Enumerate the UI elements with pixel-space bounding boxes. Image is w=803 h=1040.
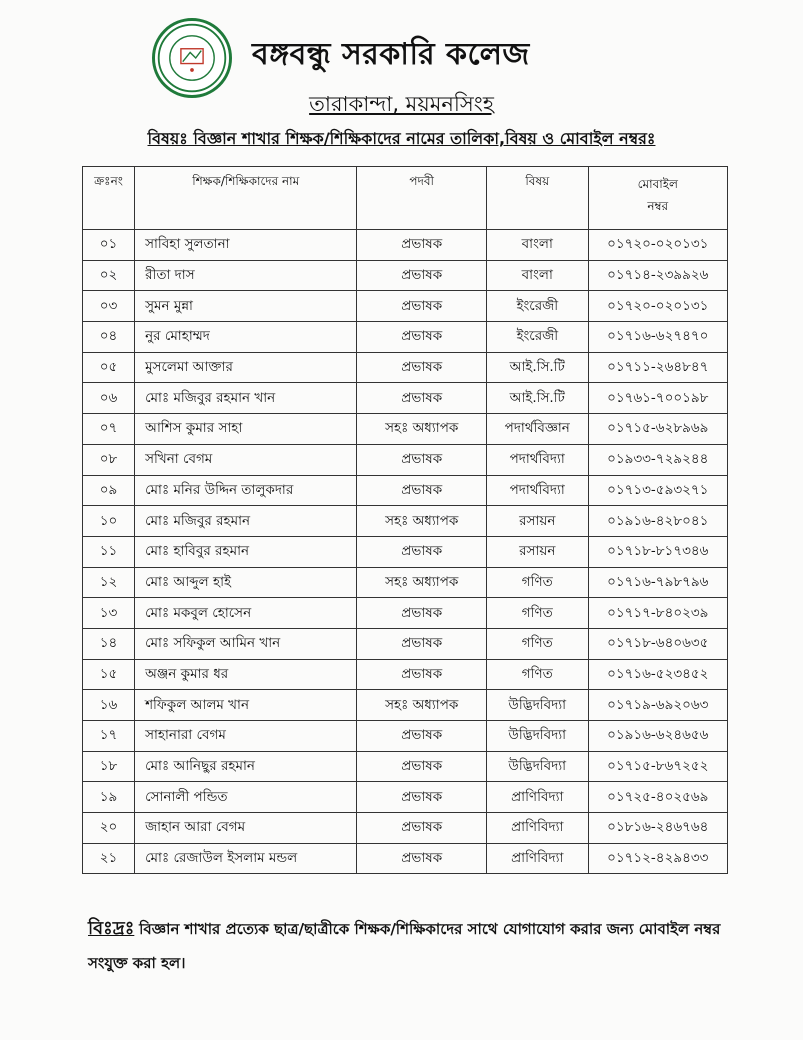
col-header-subject: বিষয়	[486, 167, 588, 230]
college-location: তারাকান্দা, ময়মনসিংহ	[309, 92, 494, 116]
cell-subject: গণিত	[486, 628, 588, 659]
cell-post: সহঃ অধ্যাপক	[357, 567, 487, 598]
cell-post: প্রভাষক	[357, 383, 487, 414]
cell-name: রীতা দাস	[135, 260, 357, 291]
cell-subject: প্রাণিবিদ্যা	[486, 782, 588, 813]
cell-subject: রসায়ন	[486, 536, 588, 567]
cell-subject: উদ্ভিদবিদ্যা	[486, 751, 588, 782]
table-row	[83, 414, 728, 445]
cell-sl: ১৭	[83, 721, 135, 752]
cell-name: মোঃ মজিবুর রহমান খান	[135, 383, 357, 414]
cell-name: অঞ্জন কুমার ধর	[135, 659, 357, 690]
cell-subject: গণিত	[486, 659, 588, 690]
table-row	[83, 598, 728, 629]
cell-mobile: ০১৭১১-২৬৪৮৪৭	[588, 352, 727, 383]
cell-name: সোনালী পন্ডিত	[135, 782, 357, 813]
cell-name: মোঃ আব্দুল হাই	[135, 567, 357, 598]
cell-subject: রসায়ন	[486, 506, 588, 537]
cell-name: শফিকুল আলম খান	[135, 690, 357, 721]
table-header-row	[83, 167, 728, 230]
document-subject: বিষয়ঃ বিজ্ঞান শাখার শিক্ষক/শিক্ষিকাদের নামের তালিকা,বিষয় ও মোবাইল নম্বরঃ	[147, 129, 656, 148]
table-row	[83, 813, 728, 844]
cell-post: প্রভাষক	[357, 659, 487, 690]
cell-sl: ০১	[83, 230, 135, 261]
cell-mobile: ০১৯১৬-৬২৪৬৫৬	[588, 721, 727, 752]
col-header-mobile	[588, 167, 727, 230]
table-row	[83, 751, 728, 782]
cell-name: মোঃ মনির উদ্দিন তালুকদার	[135, 475, 357, 506]
table-row	[83, 506, 728, 537]
cell-mobile: ০১৭১৮-৬৪০৬৩৫	[588, 628, 727, 659]
college-name: বঙ্গবন্ধু সরকারি কলেজ	[252, 37, 530, 72]
cell-name: সুমন মুন্না	[135, 291, 357, 322]
cell-mobile: ০১৯৩৩-৭২৯২৪৪	[588, 444, 727, 475]
cell-mobile: ০১৭১৫-৬২৮৯৬৯	[588, 414, 727, 445]
cell-mobile: ০১৭৬১-৭০০১৯৮	[588, 383, 727, 414]
table-row	[83, 659, 728, 690]
cell-sl: ২০	[83, 813, 135, 844]
cell-sl: ০৯	[83, 475, 135, 506]
col-header-name: শিক্ষক/শিক্ষিকাদের নাম	[135, 167, 357, 230]
cell-mobile: ০১৭১৬-৭৯৮৭৯৬	[588, 567, 727, 598]
cell-sl: ০৪	[83, 322, 135, 353]
college-seal-icon	[152, 18, 232, 98]
table-row	[83, 843, 728, 874]
table-row	[83, 352, 728, 383]
col-header-mobile-line1: মোবাইল	[637, 177, 678, 191]
cell-post: প্রভাষক	[357, 322, 487, 353]
cell-sl: ১৯	[83, 782, 135, 813]
table-row	[83, 536, 728, 567]
cell-post: প্রভাষক	[357, 536, 487, 567]
table-row	[83, 260, 728, 291]
cell-name: জাহান আরা বেগম	[135, 813, 357, 844]
cell-subject: গণিত	[486, 598, 588, 629]
cell-post: প্রভাষক	[357, 843, 487, 874]
cell-mobile: ০১৭১৬-৬২৭৪৭০	[588, 322, 727, 353]
table-row	[83, 383, 728, 414]
cell-post: প্রভাষক	[357, 291, 487, 322]
cell-name: সাবিহা সুলতানা	[135, 230, 357, 261]
cell-subject: গণিত	[486, 567, 588, 598]
cell-post: প্রভাষক	[357, 813, 487, 844]
cell-mobile: ০১৭১৬-৫২৩৪৫২	[588, 659, 727, 690]
cell-post: সহঃ অধ্যাপক	[357, 414, 487, 445]
table-row	[83, 291, 728, 322]
cell-sl: ০২	[83, 260, 135, 291]
cell-name: নুর মোহাম্মদ	[135, 322, 357, 353]
teacher-table	[82, 166, 728, 874]
table-row	[83, 444, 728, 475]
cell-name: মোঃ মকবুল হোসেন	[135, 598, 357, 629]
cell-subject: আই.সি.টি	[486, 383, 588, 414]
cell-mobile: ০১৭১২-৪২৯৪৩৩	[588, 843, 727, 874]
table-row	[83, 230, 728, 261]
cell-subject: বাংলা	[486, 260, 588, 291]
cell-post: প্রভাষক	[357, 751, 487, 782]
col-header-sl: ক্রঃনং	[83, 167, 135, 230]
cell-mobile: ০১৭১৯-৬৯২০৬৩	[588, 690, 727, 721]
cell-subject: বাংলা	[486, 230, 588, 261]
cell-mobile: ০১৭১৪-২৩৯৯২৬	[588, 260, 727, 291]
cell-name: আশিস কুমার সাহা	[135, 414, 357, 445]
table-row	[83, 690, 728, 721]
cell-name: মোঃ হাবিবুর রহমান	[135, 536, 357, 567]
cell-post: প্রভাষক	[357, 721, 487, 752]
cell-sl: ১০	[83, 506, 135, 537]
cell-sl: ১৪	[83, 628, 135, 659]
cell-subject: প্রাণিবিদ্যা	[486, 813, 588, 844]
document-header	[0, 0, 803, 160]
col-header-mobile-line2: নম্বর	[647, 199, 669, 213]
cell-name: মুসলেমা আক্তার	[135, 352, 357, 383]
cell-post: প্রভাষক	[357, 628, 487, 659]
cell-post: প্রভাষক	[357, 782, 487, 813]
cell-mobile: ০১৮১৬-২৪৬৭৬৪	[588, 813, 727, 844]
cell-mobile: ০১৭২০-০২০১৩১	[588, 230, 727, 261]
cell-mobile: ০১৭১৮-৮১৭৩৪৬	[588, 536, 727, 567]
cell-post: প্রভাষক	[357, 444, 487, 475]
cell-name: সখিনা বেগম	[135, 444, 357, 475]
cell-subject: পদার্থবিদ্যা	[486, 444, 588, 475]
cell-name: মোঃ আনিছুর রহমান	[135, 751, 357, 782]
cell-sl: ১৮	[83, 751, 135, 782]
cell-sl: ১৫	[83, 659, 135, 690]
cell-subject: পদার্থবিদ্যা	[486, 475, 588, 506]
cell-post: সহঃ অধ্যাপক	[357, 506, 487, 537]
table-row	[83, 475, 728, 506]
table-row	[83, 322, 728, 353]
cell-subject: উদ্ভিদবিদ্যা	[486, 690, 588, 721]
cell-post: প্রভাষক	[357, 230, 487, 261]
cell-mobile: ০১৭১৭-৮৪০২৩৯	[588, 598, 727, 629]
notice-label: বিঃদ্রঃ	[88, 918, 135, 939]
cell-post: প্রভাষক	[357, 352, 487, 383]
cell-post: প্রভাষক	[357, 598, 487, 629]
cell-subject: ইংরেজী	[486, 322, 588, 353]
cell-name: মোঃ রেজাউল ইসলাম মন্ডল	[135, 843, 357, 874]
notice-text: বিজ্ঞান শাখার প্রত্যেক ছাত্র/ছাত্রীকে শিক্ষক/শিক্ষিকাদের সাথে যোগাযোগ করার জন্য মোবাইল নম্বর সংযুক্ত করা হল।	[88, 920, 721, 972]
cell-mobile: ০১৭২০-০২০১৩১	[588, 291, 727, 322]
cell-sl: ০৮	[83, 444, 135, 475]
cell-name: সাহানারা বেগম	[135, 721, 357, 752]
cell-post: প্রভাষক	[357, 475, 487, 506]
cell-subject: পদার্থবিজ্ঞান	[486, 414, 588, 445]
table-row	[83, 721, 728, 752]
cell-post: সহঃ অধ্যাপক	[357, 690, 487, 721]
cell-mobile: ০১৭২৫-৪০২৫৬৯	[588, 782, 727, 813]
cell-sl: ০৫	[83, 352, 135, 383]
cell-sl: ২১	[83, 843, 135, 874]
notice	[88, 912, 728, 980]
cell-mobile: ০১৭১৩-৫৯৩২৭১	[588, 475, 727, 506]
table-row	[83, 782, 728, 813]
cell-name: মোঃ মজিবুর রহমান	[135, 506, 357, 537]
cell-name: মোঃ সফিকুল আমিন খান	[135, 628, 357, 659]
cell-sl: ০৭	[83, 414, 135, 445]
cell-mobile: ০১৭১৫-৮৬৭২৫২	[588, 751, 727, 782]
cell-subject: ইংরেজী	[486, 291, 588, 322]
table-row	[83, 628, 728, 659]
cell-sl: ১২	[83, 567, 135, 598]
cell-subject: উদ্ভিদবিদ্যা	[486, 721, 588, 752]
cell-sl: ১৬	[83, 690, 135, 721]
cell-post: প্রভাষক	[357, 260, 487, 291]
cell-sl: ১১	[83, 536, 135, 567]
cell-subject: আই.সি.টি	[486, 352, 588, 383]
cell-mobile: ০১৯১৬-৪২৮০৪১	[588, 506, 727, 537]
col-header-post: পদবী	[357, 167, 487, 230]
table-row	[83, 567, 728, 598]
cell-sl: ১৩	[83, 598, 135, 629]
cell-sl: ০৬	[83, 383, 135, 414]
cell-sl: ০৩	[83, 291, 135, 322]
cell-subject: প্রাণিবিদ্যা	[486, 843, 588, 874]
